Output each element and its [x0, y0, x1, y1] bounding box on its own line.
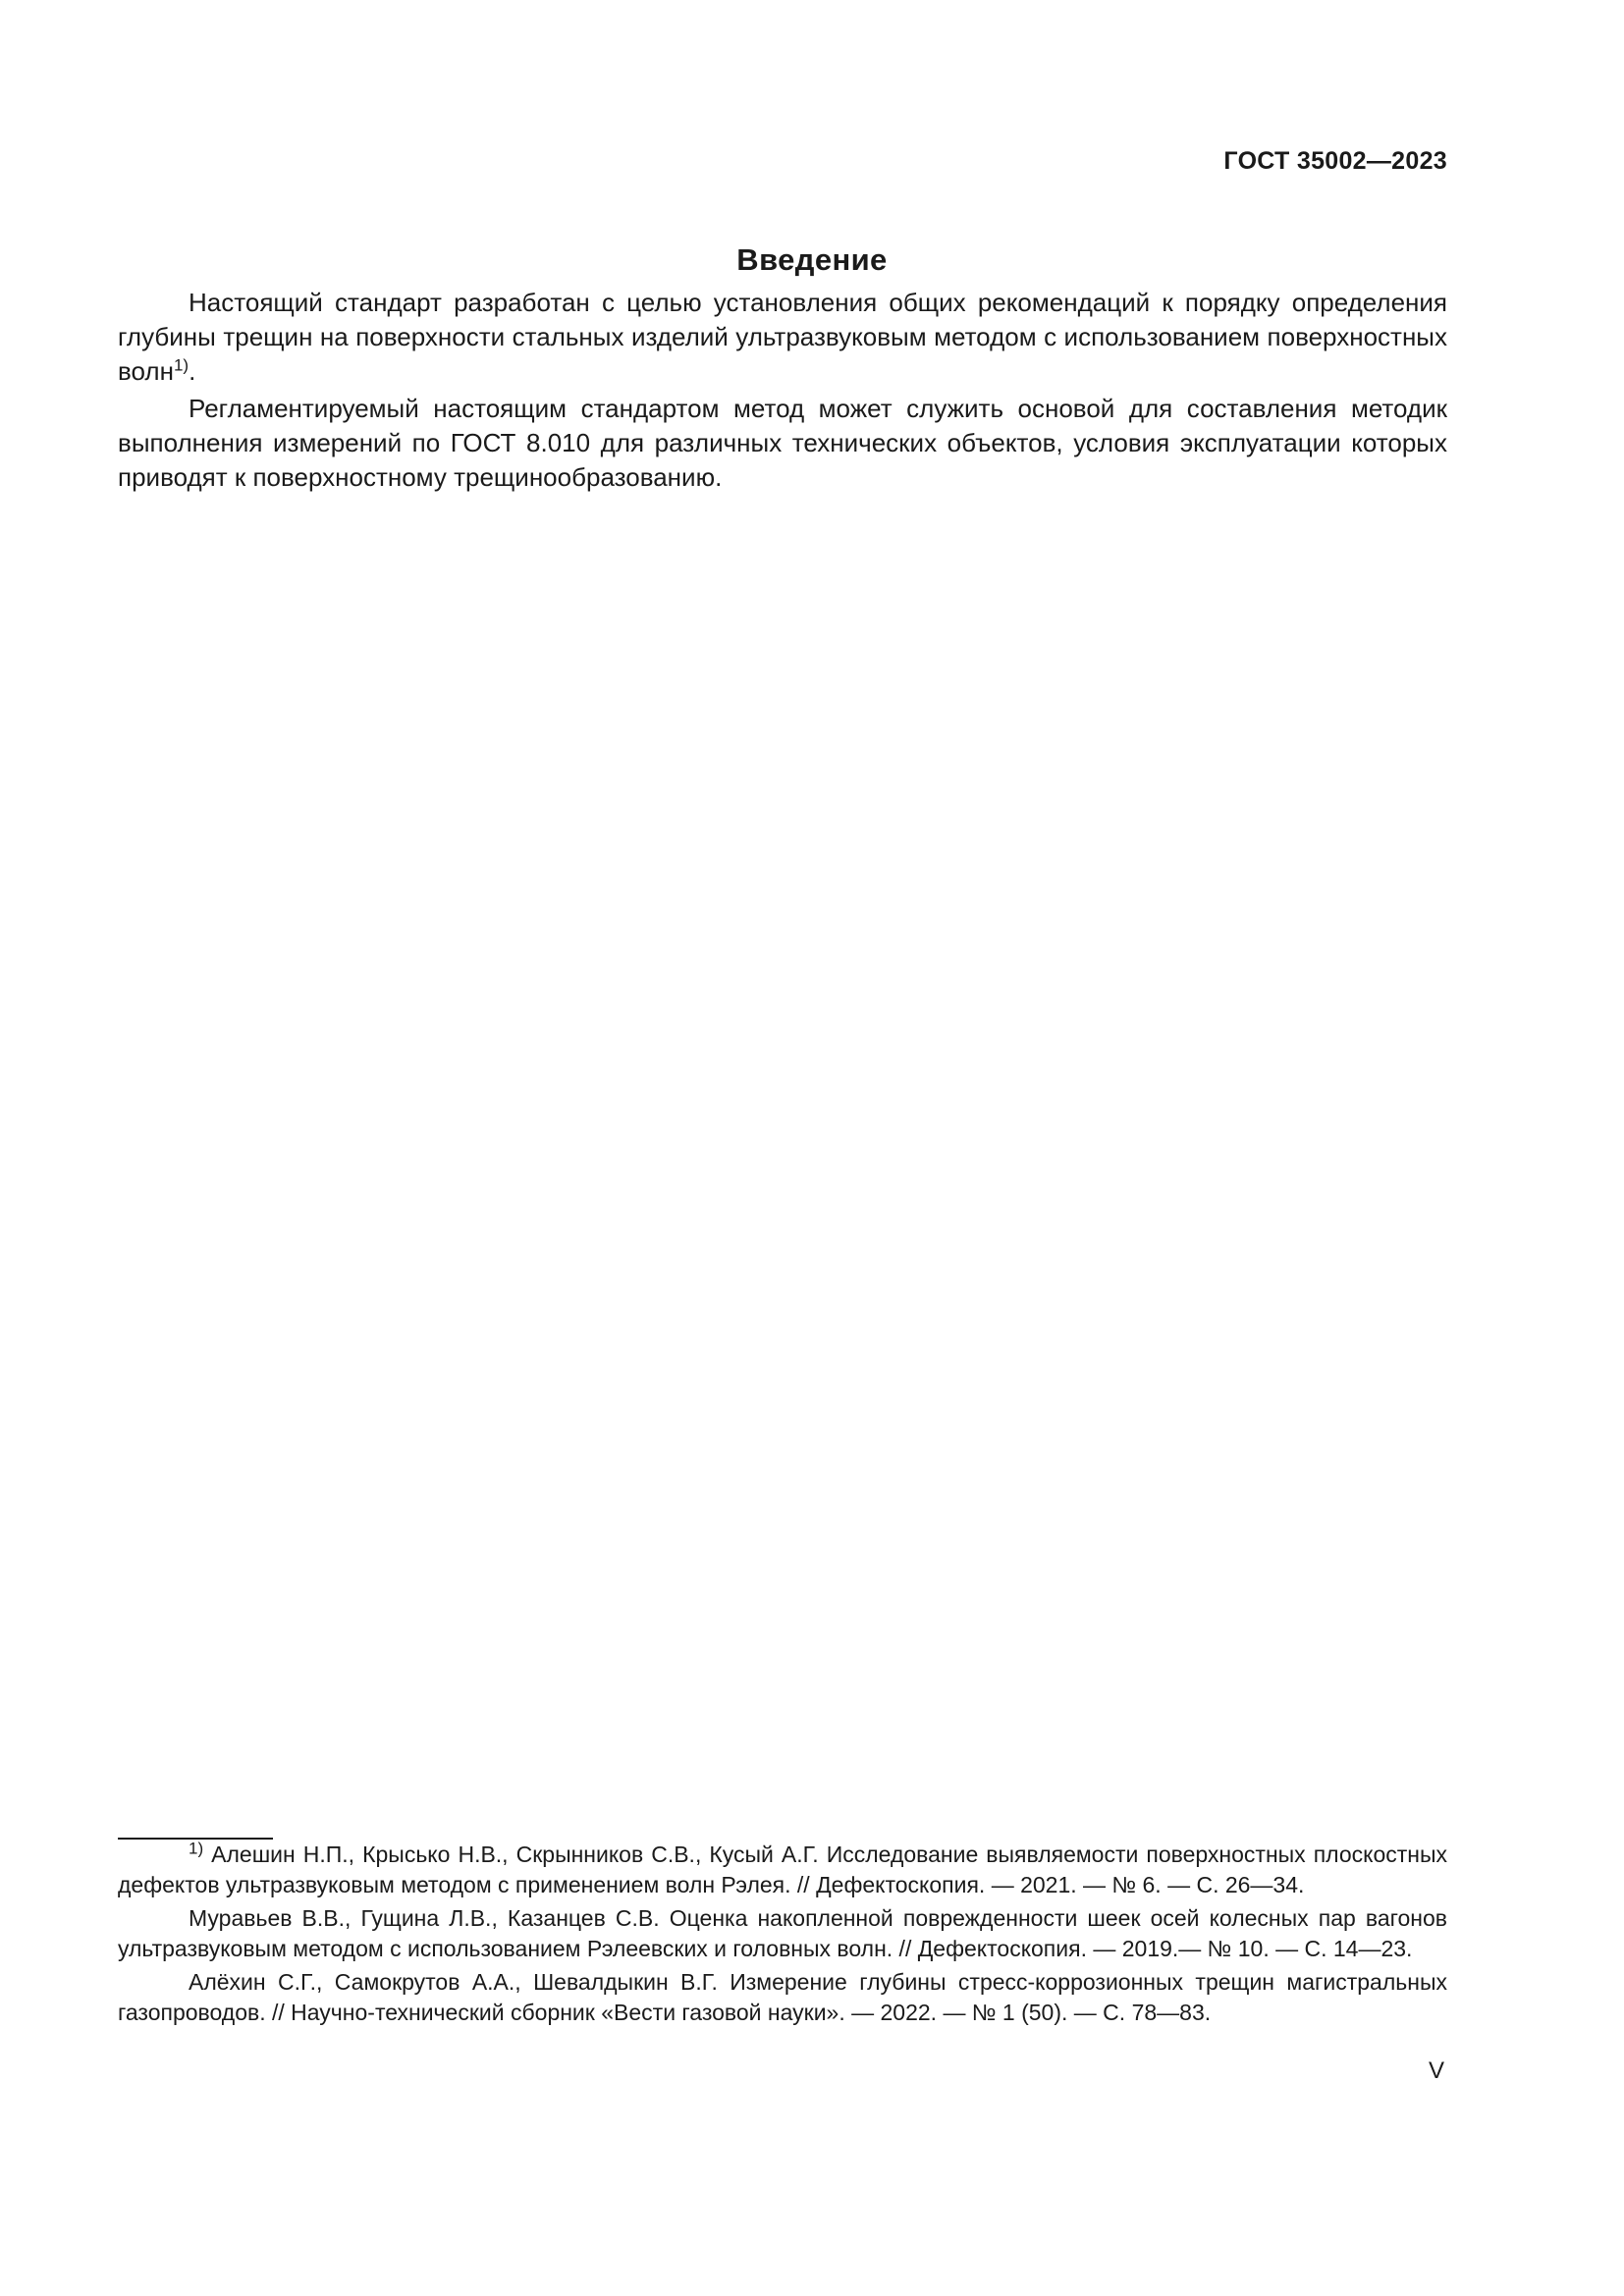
footnote-entry: Муравьев В.В., Гущина Л.В., Казанцев С.В. Оценка накопленной поврежденности шеек осей колесных пар вагонов ультразвуковым методом с использованием Рэлеевских и головных волн. // Дефектоскопия. — 2019.— № 10. — С. 14—23.: [118, 1905, 1447, 1961]
document-standard-id: [1223, 147, 1447, 176]
footnote-marker: 1): [189, 1839, 204, 1858]
standard-id-text: ГОСТ 35002—2023: [1223, 147, 1447, 175]
footnote-entry: [118, 1840, 1447, 1900]
intro-paragraph-1: [118, 286, 1447, 389]
intro-paragraph-1-text: Настоящий стандарт разработан с целью установления общих рекомендаций к порядку определения глубины трещин на поверхности стальных изделий ультразвуковым методом с использованием поверхностных волн: [118, 288, 1447, 386]
intro-body: [118, 286, 1447, 498]
footnote-entry: Алёхин С.Г., Самокрутов А.А., Шевалдыкин В.Г. Измерение глубины стресс-коррозионных трещин магистральных газопроводов. // Научно-технический сборник «Вести газовой науки». — 2022. — № 1 (50). — С. 78—83.: [118, 1969, 1447, 2025]
page-number: V: [1428, 2057, 1444, 2084]
section-title: Введение: [736, 241, 888, 277]
footnotes: [118, 1840, 1447, 2031]
footnote-entry-text: Алешин Н.П., Крысько Н.В., Скрынников С.В., Кусый А.Г. Исследование выявляемости поверхностных плоскостных дефектов ультразвуковым методом с применением волн Рэлея. // Дефектоскопия. — 2021. — № 6. — С. 26—34.: [118, 1842, 1448, 1897]
intro-paragraph-2: Регламентируемый настоящим стандартом метод может служить основой для составления методик выполнения измерений по ГОСТ 8.010 для различных технических объектов, условия эксплуатации которых приводят к поверхностному трещинообразованию.: [118, 394, 1447, 492]
footnote-reference-marker[interactable]: 1): [173, 355, 189, 375]
intro-paragraph-1-end: .: [189, 356, 196, 386]
